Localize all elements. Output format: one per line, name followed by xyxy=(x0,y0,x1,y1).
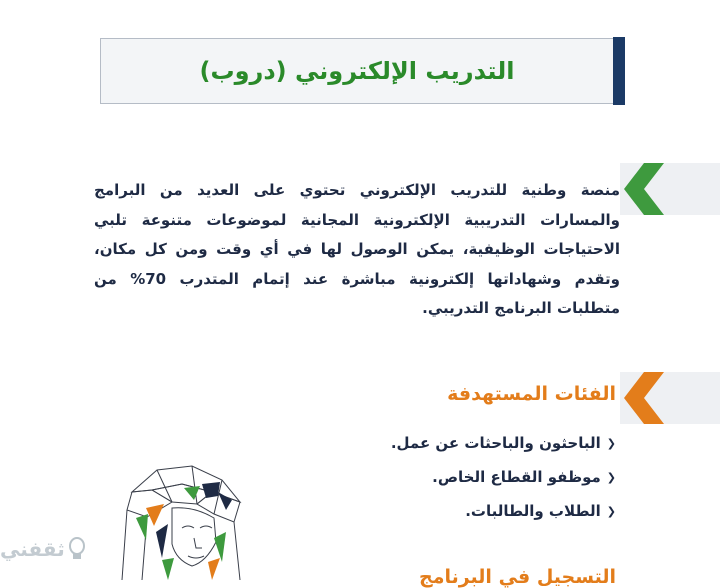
intro-paragraph: منصة وطنية للتدريب الإلكتروني تحتوي على العديد من البرامج والمسارات التدريبية الإلكترونية المجانية لموضوعات متنوعة تلبي الاحتياجات الوظيفية، يمكن الوصول لها في أي وقت ومن كل مكان، وتقدم وشهاداتها إلكترونية مباشرة عند إتمام المتدرب 70% من متطلبات البرنامج التدريبي. xyxy=(94,181,620,317)
geometric-portrait-illustration xyxy=(102,462,252,580)
orange-chevron-icon xyxy=(624,372,664,424)
target-groups-heading: الفئات المستهدفة xyxy=(447,383,616,405)
target-groups-list xyxy=(391,426,616,528)
list-item-text: الباحثون والباحثات عن عمل. xyxy=(390,434,601,452)
list-item xyxy=(391,494,616,528)
title-accent-bar xyxy=(613,37,625,105)
watermark-text: ثقفني xyxy=(0,537,65,561)
lightbulb-icon xyxy=(67,536,87,562)
chevron-left-icon: ❮ xyxy=(606,470,616,484)
list-item-text: الطلاب والطالبات. xyxy=(465,502,601,520)
page-title-box xyxy=(100,38,614,104)
page-title: التدريب الإلكتروني (دروب) xyxy=(199,57,515,85)
list-item xyxy=(391,460,616,494)
watermark-logo xyxy=(0,536,87,562)
list-item-text: موظفو القطاع الخاص. xyxy=(432,468,601,486)
list-item xyxy=(391,426,616,460)
chevron-left-icon: ❮ xyxy=(606,504,616,518)
green-chevron-icon xyxy=(624,163,664,215)
chevron-left-icon: ❮ xyxy=(606,436,616,450)
registration-heading: التسجيل في البرنامج xyxy=(419,566,616,588)
